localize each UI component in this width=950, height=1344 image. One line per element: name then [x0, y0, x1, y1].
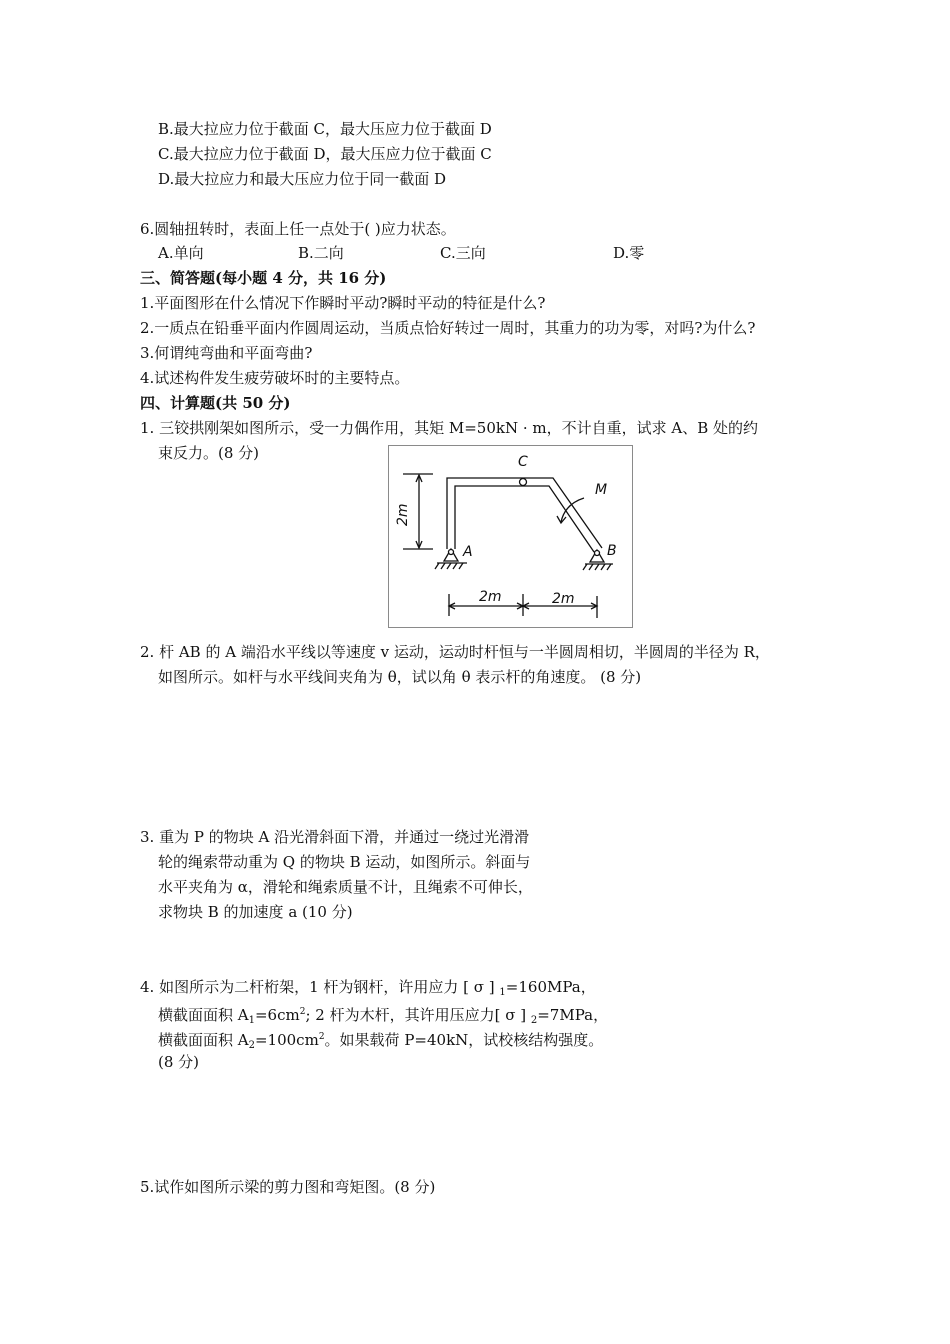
- problem1-line2: 束反力。(8 分): [158, 444, 260, 462]
- problem4-line4: (8 分): [158, 1053, 200, 1071]
- section4-title: 四、计算题(共 50 分): [140, 394, 291, 412]
- three-hinged-frame-figure: [388, 445, 633, 628]
- problem2-line1: 2. 杆 AB 的 A 端沿水平线以等速度 v 运动，运动时杆恒与一半圆周相切，半圆周的半径为 R，: [140, 643, 770, 661]
- section3-title: 三、简答题(每小题 4 分，共 16 分): [140, 269, 387, 287]
- choice-c: C.最大拉应力位于截面 D，最大压应力位于截面 C: [158, 145, 492, 163]
- problem3-line2: 轮的绳索带动重为 Q 的物块 B 运动，如图所示。斜面与: [158, 853, 531, 871]
- label-c: C: [518, 454, 528, 470]
- problem3-line4: 求物块 B 的加速度 a (10 分): [158, 903, 353, 921]
- q6-stem: 6.圆轴扭转时，表面上任一点处于( )应力状态。: [140, 220, 456, 238]
- q6-option-a: A.单向: [158, 244, 204, 262]
- problem2-line2: 如图所示。如杆与水平线间夹角为 θ，试以角 θ 表示杆的角速度。 (8 分): [158, 668, 642, 686]
- label-b: B: [607, 543, 617, 559]
- section3-item-2: 2.一质点在铅垂平面内作圆周运动，当质点恰好转过一周时，其重力的功为零，对吗?为什么?: [140, 319, 756, 337]
- problem3-line3: 水平夹角为 α，滑轮和绳索质量不计，且绳索不可伸长，: [158, 878, 533, 896]
- choice-b: B.最大拉应力位于截面 C，最大压应力位于截面 D: [158, 120, 492, 138]
- problem4-line2: 横截面面积 $A_1=6cm^2$; 2 杆为木杆，其许用压应力[ σ ] $_2$=7MPa，: [158, 1006, 609, 1026]
- q6-option-b: B.二向: [298, 244, 344, 262]
- q6-option-d: D.零: [613, 244, 645, 262]
- problem1-line1: 1. 三铰拱刚架如图所示，受一力偶作用，其矩 M=50kN · m，不计自重，试求 A、B 处的约: [140, 419, 758, 437]
- frame-left-member: [447, 478, 523, 549]
- label-m: M: [595, 482, 608, 498]
- choice-d: D.最大拉应力和最大压应力位于同一截面 D: [158, 170, 447, 188]
- section3-item-3: 3.何谓纯弯曲和平面弯曲?: [140, 344, 313, 362]
- label-height: 2m: [395, 503, 411, 526]
- label-span-right: 2m: [552, 591, 575, 607]
- frame-right-member: [523, 478, 602, 548]
- section3-item-4: 4.试述构件发生疲劳破坏时的主要特点。: [140, 369, 410, 387]
- problem4-line3: 横截面面积 $A_2=100cm^2$。如果载荷 P=40kN，试校核结构强度。: [158, 1031, 604, 1051]
- problem4-line1: 4. 如图所示为二杆桁架，1 杆为钢杆，许用应力 [ σ ] $_1$=160MPa，: [140, 978, 596, 998]
- problem3-line1: 3. 重为 P 的物块 A 沿光滑斜面下滑，并通过一绕过光滑滑: [140, 828, 530, 846]
- hinge-c: [520, 479, 527, 486]
- section3-item-1: 1.平面图形在什么情况下作瞬时平动?瞬时平动的特征是什么?: [140, 294, 546, 312]
- q6-options: [0, 243, 950, 263]
- label-a: A: [463, 544, 473, 560]
- q6-option-c: C.三向: [440, 244, 486, 262]
- problem5-line: 5.试作如图所示梁的剪力图和弯矩图。(8 分): [140, 1178, 436, 1196]
- frame-diagram: [389, 446, 632, 627]
- label-span-left: 2m: [479, 589, 502, 605]
